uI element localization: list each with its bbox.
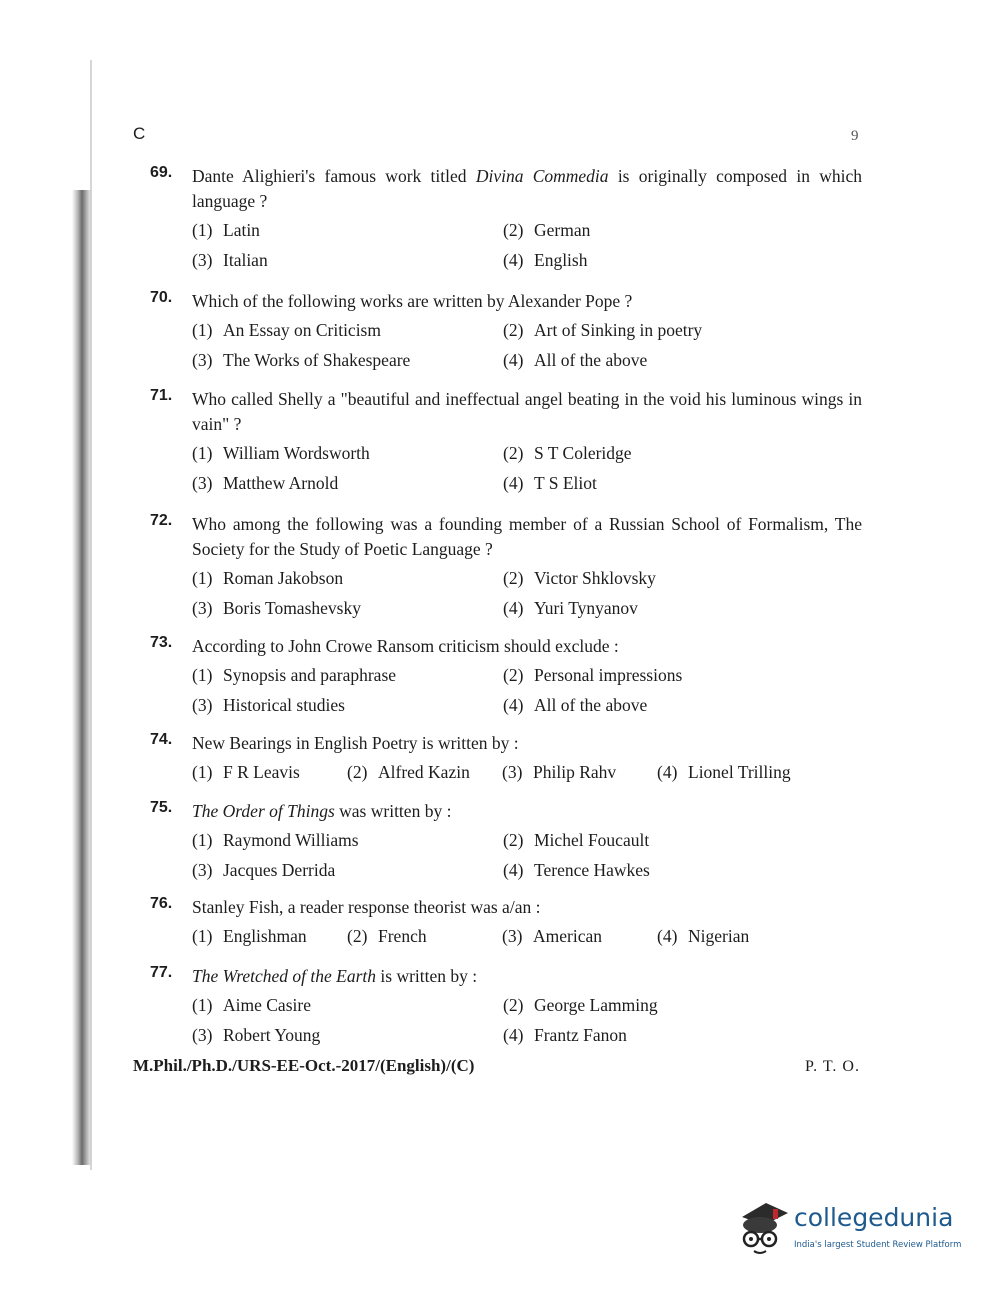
option-3[interactable]: (3) Jacques Derrida [192,860,336,880]
option-3[interactable]: (3) Robert Young [192,1025,321,1045]
question-73 [150,634,862,718]
option-3[interactable]: (3) Historical studies [192,695,345,715]
collegedunia-watermark [736,1195,966,1265]
option-4[interactable]: (4) Nigerian [657,926,750,946]
option-2[interactable]: (2) German [503,220,591,240]
please-turn-over: P. T. O. [805,1058,860,1075]
option-4[interactable]: (4) Frantz Fanon [503,1025,627,1045]
question-70 [150,289,862,373]
question-number: 77. [150,964,173,981]
option-2[interactable]: (2) French [347,926,427,946]
question-74 [150,731,862,785]
option-4[interactable]: (4) English [503,250,588,270]
option-2[interactable]: (2) Alfred Kazin [347,762,470,782]
question-text: The Order of Things was written by : [192,801,452,821]
question-text: New Bearings in English Poetry is written by : [192,733,519,753]
option-3[interactable]: (3) Matthew Arnold [192,473,339,493]
option-3[interactable]: (3) Philip Rahv [502,762,617,782]
option-2[interactable]: (2) S T Coleridge [503,443,632,463]
option-2[interactable]: (2) Art of Sinking in poetry [503,320,703,340]
question-text: Who called Shelly a "beautiful and ineffectual angel beating in the void his luminous wings in vain" ? [192,389,862,434]
question-text: The Wretched of the Earth is written by : [192,966,478,986]
option-4[interactable]: (4) Lionel Trilling [657,762,791,782]
question-72 [150,512,862,621]
option-4[interactable]: (4) All of the above [503,350,648,370]
options-list [192,663,862,718]
option-3[interactable]: (3) The Works of Shakespeare [192,350,411,370]
page-number: 9 [851,128,859,144]
option-1[interactable]: (1) An Essay on Criticism [192,320,381,340]
option-4[interactable]: (4) T S Eliot [503,473,597,493]
question-71 [150,387,862,496]
page-binding-line [90,60,92,1170]
options-list [192,218,862,273]
question-76 [150,895,862,949]
options-list [192,566,862,621]
option-3[interactable]: (3) Boris Tomashevsky [192,598,361,618]
question-number: 73. [150,634,173,651]
question-77 [150,964,862,1048]
option-4[interactable]: (4) Yuri Tynyanov [503,598,638,618]
paper-series-code: C [133,124,146,143]
question-number: 76. [150,895,173,912]
question-number: 75. [150,799,173,816]
question-text: Stanley Fish, a reader response theorist was a/an : [192,897,541,917]
page-binding-edge [72,190,92,1165]
option-1[interactable]: (1) Latin [192,220,260,240]
option-3[interactable]: (3) American [502,926,602,946]
option-2[interactable]: (2) Personal impressions [503,665,683,685]
option-1[interactable]: (1) Englishman [192,926,307,946]
option-4[interactable]: (4) All of the above [503,695,648,715]
brand-name: collegedunia [794,1203,954,1232]
option-1[interactable]: (1) Aime Casire [192,995,311,1015]
question-text: Dante Alighieri's famous work titled Divina Commedia is originally composed in which language ? [192,166,862,211]
paper-code-footer: M.Phil./Ph.D./URS-EE-Oct.-2017/(English)/(C) [133,1056,475,1075]
question-text: Who among the following was a founding member of a Russian School of Formalism, The Society for the Study of Poetic Language ? [192,514,862,559]
options-list [192,924,862,949]
options-list [192,993,862,1048]
option-1[interactable]: (1) Raymond Williams [192,830,359,850]
option-2[interactable]: (2) George Lamming [503,995,658,1015]
question-number: 74. [150,731,173,748]
options-list [192,760,862,785]
question-number: 69. [150,164,173,181]
question-text: Which of the following works are written by Alexander Pope ? [192,291,633,311]
options-list [192,828,862,883]
option-1[interactable]: (1) William Wordsworth [192,443,370,463]
mascot-logo-icon [736,1195,794,1255]
question-number: 71. [150,387,173,404]
option-1[interactable]: (1) F R Leavis [192,762,300,782]
brand-tagline: India's largest Student Review Platform [794,1240,962,1250]
option-2[interactable]: (2) Victor Shklovsky [503,568,656,588]
options-list [192,318,862,373]
option-1[interactable]: (1) Roman Jakobson [192,568,344,588]
option-1[interactable]: (1) Synopsis and paraphrase [192,665,397,685]
options-list [192,441,862,496]
question-number: 70. [150,289,173,306]
option-3[interactable]: (3) Italian [192,250,268,270]
question-69 [150,164,862,273]
question-text: According to John Crowe Ransom criticism should exclude : [192,636,619,656]
option-4[interactable]: (4) Terence Hawkes [503,860,650,880]
question-75 [150,799,862,883]
question-number: 72. [150,512,173,529]
option-2[interactable]: (2) Michel Foucault [503,830,650,850]
